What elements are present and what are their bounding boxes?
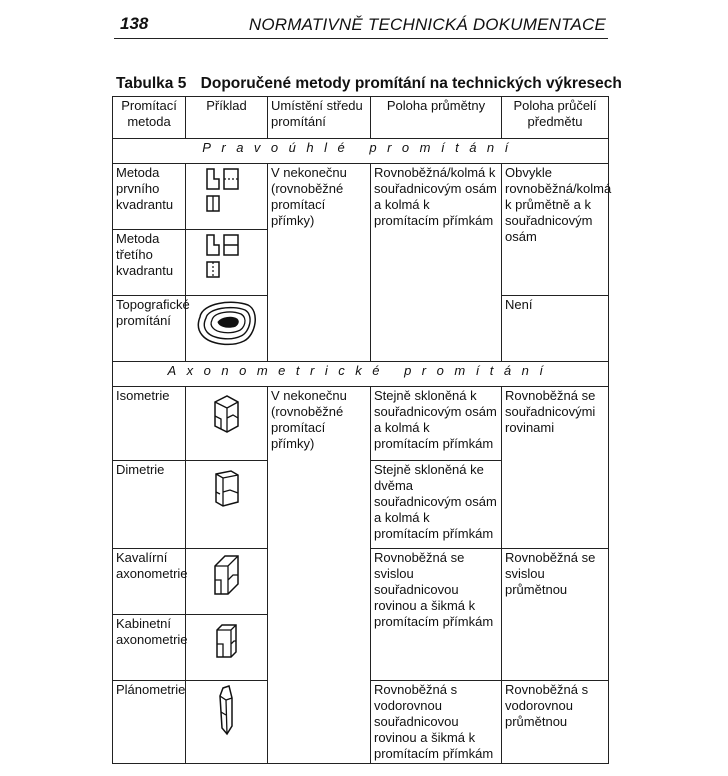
- table-row: [113, 164, 609, 230]
- cav-cab-plane-cell: Rovnoběžná se svislou souřadnicovou rovinou a šikmá k promítacím přímkám: [371, 549, 502, 681]
- table-row: [113, 387, 609, 461]
- example-isometric: [186, 387, 268, 461]
- row-isometric: Isometrie: [113, 387, 186, 461]
- row-cabinet: Kabinetní axonometrie: [113, 615, 186, 681]
- col-header-front: Poloha průčelí předmětu: [502, 97, 609, 139]
- header-row: [113, 97, 609, 139]
- dimetric-block-icon: [207, 462, 247, 514]
- section-axonometric: Axonometrické promítání: [113, 362, 609, 387]
- col-header-example: Příklad: [186, 97, 268, 139]
- example-dimetric: [186, 461, 268, 549]
- example-cavalier: [186, 549, 268, 615]
- row-planometric: Plánometrie: [113, 681, 186, 764]
- running-title: NORMATIVNĚ TECHNICKÁ DOKUMENTACE: [248, 15, 606, 34]
- planometric-block-icon: [207, 682, 247, 738]
- example-third-quadrant: [186, 230, 268, 296]
- cabinet-block-icon: [207, 616, 247, 668]
- plano-plane-cell: Rovnoběžná s vodorovnou souřadnicovou rovinou a šikmá k promítacím přímkám: [371, 681, 502, 764]
- example-topographic: [186, 296, 268, 362]
- col-header-center: Umístění středu promítání: [268, 97, 371, 139]
- isometric-block-icon: [207, 388, 247, 440]
- iso-plane-cell: Stejně skloněná k souřadnicovým osám a kolmá k promítacím přímkám: [371, 387, 502, 461]
- section-row: [113, 139, 609, 164]
- col-header-method: Promítací metoda: [113, 97, 186, 139]
- row-dimetric: Dimetrie: [113, 461, 186, 549]
- ortho-plane-cell: Rovnoběžná/kolmá k souřadnicovým osám a kolmá k promítacím přímkám: [371, 164, 502, 362]
- plano-front-cell: Rovnoběžná s vodorovnou průmětnou: [502, 681, 609, 764]
- table-title: Doporučené metody promítání na technických výkresech: [200, 75, 622, 92]
- table-caption: [116, 75, 622, 93]
- ortho-front-cell: Obvykle rovnoběžná/kolmá k průmětně a k souřadnicovým osám: [502, 164, 609, 296]
- projection-methods-table: [112, 96, 612, 764]
- third-angle-projection-icon: [202, 231, 252, 283]
- row-third-quadrant: Metoda třetího kvadrantu: [113, 230, 186, 296]
- first-angle-projection-icon: [202, 165, 252, 217]
- cav-cab-front-cell: Rovnoběžná se svislou průmětnou: [502, 549, 609, 681]
- di-plane-cell: Stejně skloněná ke dvěma souřadnicovým osám a kolmá k promítacím přímkám: [371, 461, 502, 549]
- example-cabinet: [186, 615, 268, 681]
- example-first-quadrant: [186, 164, 268, 230]
- header-rule: [114, 38, 608, 39]
- section-row: [113, 362, 609, 387]
- axo-center-cell: V nekonečnu (rovnoběžné promítací přímky): [268, 387, 371, 764]
- page-number: 138: [120, 14, 149, 33]
- contour-map-icon: [192, 297, 262, 349]
- section-orthographic: Pravoúhlé promítání: [113, 139, 609, 164]
- ortho-front-cell-2: Není: [502, 296, 609, 362]
- iso-di-front-cell: Rovnoběžná se souřadnicovými rovinami: [502, 387, 609, 549]
- col-header-plane: Poloha průmětny: [371, 97, 502, 139]
- row-cavalier: Kavalírní axonometrie: [113, 549, 186, 615]
- cavalier-block-icon: [207, 550, 247, 602]
- page-header: [0, 0, 728, 40]
- row-first-quadrant: Metoda prvního kvadrantu: [113, 164, 186, 230]
- example-planometric: [186, 681, 268, 764]
- ortho-center-cell: V nekonečnu (rovnoběžné promítací přímky): [268, 164, 371, 362]
- table-label: Tabulka 5: [116, 75, 187, 92]
- row-topographic: Topografické promítání: [113, 296, 186, 362]
